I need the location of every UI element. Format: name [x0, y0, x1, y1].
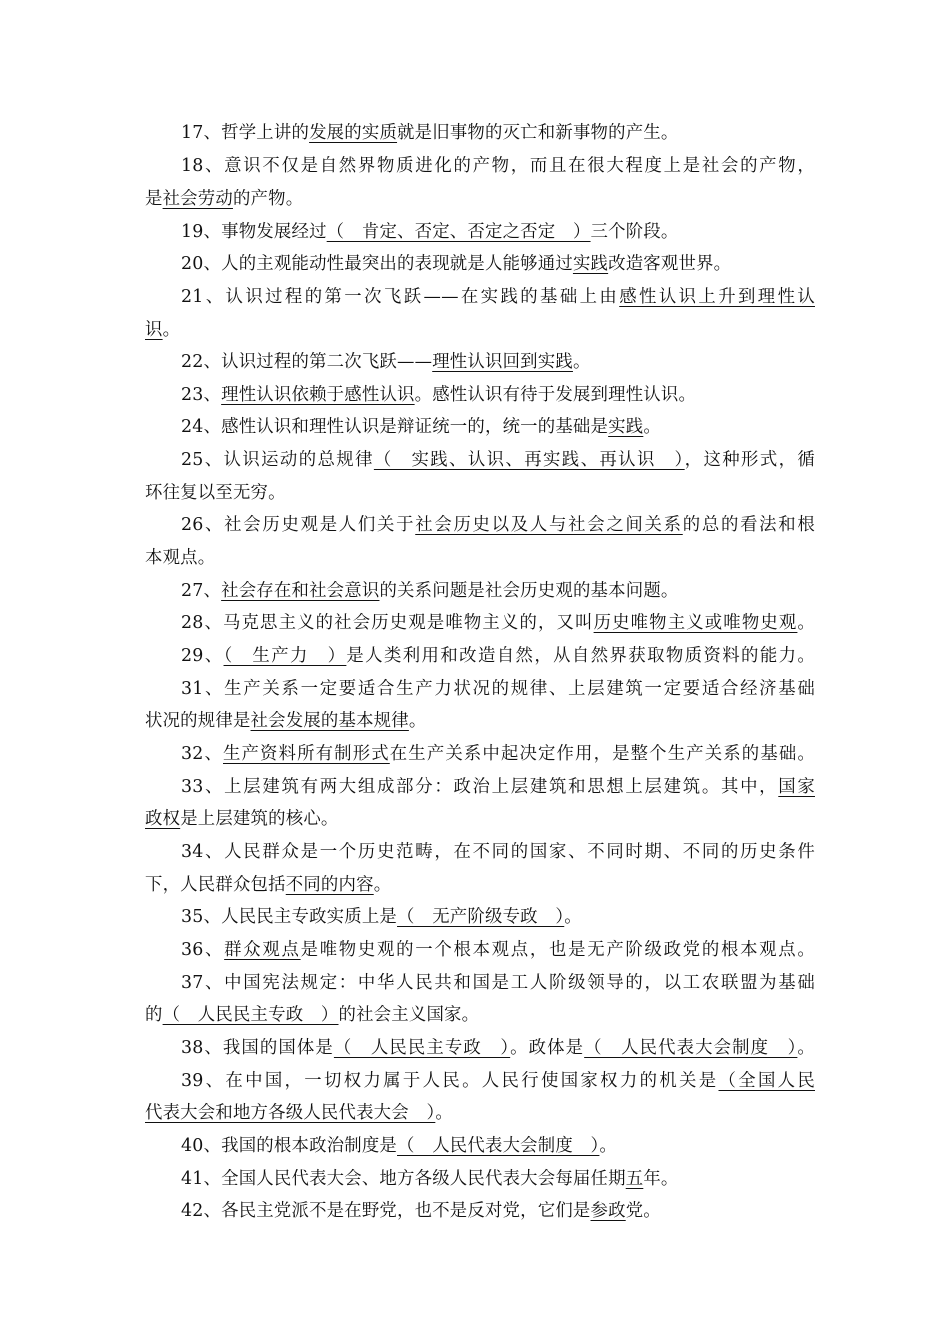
text-segment: 的产物。 — [232, 189, 304, 209]
text-line-26 — [181, 508, 815, 542]
text-segment: 就是旧事物的灭亡和新事物的产生。 — [397, 123, 679, 143]
text-line-42 — [181, 1194, 815, 1228]
text-line-26-cont — [145, 541, 815, 575]
underlined-answer: 社会发展的基本规律 — [250, 711, 409, 731]
text-segment: 41、全国人民代表大会、地方各级人民代表大会每届任期 — [181, 1169, 626, 1189]
text-line-24 — [181, 410, 815, 444]
text-line-40 — [181, 1129, 815, 1163]
underlined-answer: 群众观点 — [224, 940, 301, 960]
text-line-29 — [181, 639, 815, 673]
text-line-21-cont — [145, 313, 815, 347]
underlined-answer: 社会存在和社会意识 — [221, 581, 380, 601]
text-segment: 22、认识过程的第二次飞跃—— — [181, 352, 433, 372]
text-line-33 — [181, 770, 815, 804]
text-segment: 。 — [373, 875, 392, 895]
underlined-answer: 代表大会和地方各级人民代表大会 ） — [145, 1103, 436, 1123]
text-segment: 的社会主义国家。 — [338, 1005, 480, 1025]
text-segment: 27、 — [181, 581, 222, 601]
text-line-35 — [181, 900, 815, 934]
underlined-answer: 实践 — [572, 254, 609, 274]
underlined-answer: 社会劳动 — [162, 189, 233, 209]
underlined-answer: 国家 — [778, 777, 815, 797]
text-segment: 39、在中国，一切权力属于人民。人民行使国家权力的机关是 — [181, 1071, 719, 1091]
text-line-37-cont — [145, 998, 815, 1032]
text-segment: 34、人民群众是一个历史范畴，在不同的国家、不同时期、不同的历史条件 — [181, 842, 815, 862]
text-segment: 。 — [564, 907, 582, 927]
text-segment: 23、 — [181, 385, 222, 405]
text-segment: 的关系问题是社会历史观的基本问题。 — [379, 581, 679, 601]
text-segment: 26、社会历史观是人们关于 — [181, 515, 416, 535]
underlined-answer: 历史唯物主义或唯物史观 — [593, 613, 798, 633]
text-line-22 — [181, 345, 815, 379]
text-segment: 。 — [435, 1103, 453, 1123]
text-segment: 。感性认识有待于发展到理性认识。 — [414, 385, 697, 405]
text-segment: 29、 — [181, 646, 224, 666]
text-segment: 36、 — [181, 940, 225, 960]
text-line-20 — [181, 247, 815, 281]
text-segment: 。 — [408, 711, 427, 731]
underlined-answer: 感性认识上升到理性认 — [619, 287, 815, 307]
text-segment: 33、上层建筑有两大组成部分：政治上层建筑和思想上层建筑。其中， — [181, 777, 779, 797]
underlined-answer: （全国人民 — [718, 1071, 815, 1091]
underlined-answer: 政权 — [145, 809, 181, 829]
text-segment: 19、事物发展经过 — [181, 222, 327, 242]
text-segment: 31、生产关系一定要适合生产力状况的规律、上层建筑一定要适合经济基础 — [181, 679, 815, 699]
text-line-33-cont — [145, 802, 815, 836]
text-line-41 — [181, 1162, 815, 1196]
underlined-answer: 理性认识回到实践 — [432, 352, 573, 372]
text-segment: 是上层建筑的核心。 — [180, 809, 339, 829]
text-line-34 — [181, 835, 815, 869]
underlined-answer: （ 人民代表大会制度 ） — [397, 1136, 600, 1156]
text-segment: 下，人民群众包括 — [145, 875, 286, 895]
underlined-answer: 参政 — [590, 1201, 626, 1221]
text-segment: 38、我国的国体是 — [181, 1038, 334, 1058]
underlined-answer: 生产资料所有制形式 — [223, 744, 390, 764]
underlined-answer: （ 无产阶级专政 ） — [397, 907, 565, 927]
text-segment: 的 — [145, 1005, 163, 1025]
text-segment: 35、人民民主专政实质上是 — [181, 907, 398, 927]
text-segment: 在生产关系中起决定作用，是整个生产关系的基础。 — [389, 744, 815, 764]
text-segment: 24、感性认识和理性认识是辩证统一的，统一的基础是 — [181, 417, 609, 437]
underlined-answer: 不同的内容 — [285, 875, 374, 895]
text-segment: 20、人的主观能动性最突出的表现就是人能够通过 — [181, 254, 573, 274]
text-line-39-cont — [145, 1096, 815, 1130]
text-segment: 25、认识运动的总规律 — [181, 450, 374, 470]
text-segment: 17、哲学上讲的 — [181, 123, 310, 143]
text-segment: 三个阶段。 — [590, 222, 679, 242]
text-segment: 28、马克思主义的社会历史观是唯物主义的，又叫 — [181, 613, 594, 633]
text-segment: 。 — [643, 417, 661, 437]
text-line-38 — [181, 1031, 815, 1065]
text-line-21 — [181, 280, 815, 314]
underlined-answer: （ 生产力 ） — [223, 646, 347, 666]
underlined-answer: （ 肯定、否定、否定之否定 ） — [326, 222, 591, 242]
text-segment: 。 — [599, 1136, 618, 1156]
text-segment: 40、我国的根本政治制度是 — [181, 1136, 398, 1156]
text-segment: 21、认识过程的第一次飞跃——在实践的基础上由 — [181, 287, 620, 307]
text-segment: 状况的规律是 — [145, 711, 251, 731]
underlined-answer: 实践 — [608, 417, 644, 437]
text-line-27 — [181, 574, 815, 608]
underlined-answer: （ 人民代表大会制度 ） — [584, 1038, 798, 1058]
text-segment: 18、意识不仅是自然界物质进化的产物，而且在很大程度上是社会的产物， — [181, 156, 815, 176]
text-line-37 — [181, 966, 815, 1000]
text-segment: 环往复以至无穷。 — [145, 483, 286, 503]
text-line-18-cont — [145, 182, 815, 216]
text-segment: 37、中国宪法规定：中华人民共和国是工人阶级领导的，以工农联盟为基础 — [181, 973, 815, 993]
underlined-answer: （ 人民民主专政 ） — [162, 1005, 339, 1025]
text-line-34-cont — [145, 868, 815, 902]
underlined-answer: 五 — [625, 1169, 644, 1189]
text-line-31-cont — [145, 704, 815, 738]
text-line-36 — [181, 933, 815, 967]
underlined-answer: 发展的实质 — [309, 123, 398, 143]
text-line-19 — [181, 215, 815, 249]
text-segment: 本观点。 — [145, 548, 216, 568]
text-segment: 党。 — [625, 1201, 661, 1221]
text-line-25 — [181, 443, 815, 477]
text-segment: 年。 — [643, 1169, 679, 1189]
text-line-23 — [181, 378, 815, 412]
underlined-answer: 理性认识依赖于感性认识 — [221, 385, 415, 405]
text-line-32 — [181, 737, 815, 771]
text-segment: 。 — [797, 1038, 815, 1058]
text-segment: 是唯物史观的一个根本观点，也是无产阶级政党的根本观点。 — [300, 940, 815, 960]
text-line-28 — [181, 606, 815, 640]
text-line-18 — [181, 149, 815, 183]
text-segment: 42、各民主党派不是在野党，也不是反对党，它们是 — [181, 1201, 591, 1221]
text-segment: 的总的看法和根 — [682, 515, 815, 535]
text-line-17 — [181, 116, 815, 150]
underlined-answer: 识 — [145, 320, 163, 340]
text-line-25-cont — [145, 476, 815, 510]
text-line-39 — [181, 1064, 815, 1098]
underlined-answer: （ 实践、认识、再实践、再认识 ） — [373, 450, 685, 470]
text-segment: 。 — [162, 320, 181, 340]
underlined-answer: （ 人民民主专政 ） — [333, 1038, 511, 1058]
text-segment: 改造客观世界。 — [608, 254, 732, 274]
underlined-answer: 社会历史以及人与社会之间关系 — [415, 515, 683, 535]
text-segment: 。政体是 — [510, 1038, 585, 1058]
text-segment: ，这种形式，循 — [684, 450, 815, 470]
text-line-31 — [181, 672, 815, 706]
text-segment: 。 — [797, 613, 815, 633]
text-segment: 是 — [145, 189, 163, 209]
text-segment: 。 — [572, 352, 591, 372]
text-segment: 32、 — [181, 744, 223, 764]
text-segment: 是人类利用和改造自然，从自然界获取物质资料的能力。 — [346, 646, 815, 666]
